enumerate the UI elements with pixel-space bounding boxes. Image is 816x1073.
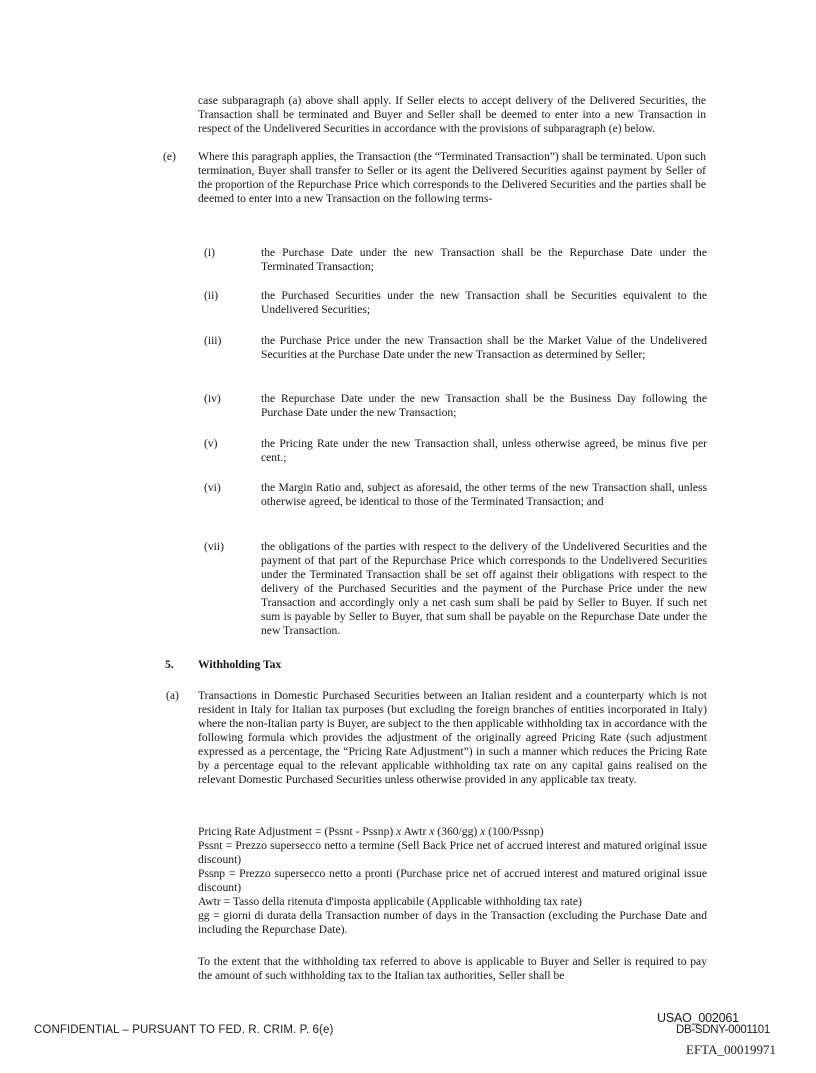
term-iv-label: (iv) [204,392,221,405]
term-ii-label: (ii) [204,289,219,302]
term-vi-label: (vi) [204,481,221,494]
efta-bates-stamp: EFTA_00019971 [686,1042,776,1057]
section-5-number: 5. [165,658,174,671]
formula-part-1: Pricing Rate Adjustment = (Pssnt - Pssnp) [198,825,397,838]
usao-bates-stamp: USAO_002061 [657,1011,739,1025]
definition-pssnp: Pssnp = Prezzo supersecco netto a pronti (Purchase price net of accrued interest and matured original issue discount) [198,867,707,894]
term-vii-label: (vii) [204,540,224,553]
term-ii-text: the Purchased Securities under the new Transaction shall be Securities equivalent to the Undelivered Securities; [261,289,707,316]
term-i-text: the Purchase Date under the new Transaction shall be the Repurchase Date under the Terminated Transaction; [261,246,707,273]
pricing-rate-formula [198,825,544,839]
term-vi-text: the Margin Ratio and, subject as aforesaid, the other terms of the new Transaction shall, unless otherwise agreed, be identical to those of the Terminated Transaction; and [261,481,707,508]
term-iii-label: (iii) [204,334,222,347]
formula-part-2: Awtr [401,825,430,838]
formula-multiply-2: x [429,825,435,838]
para-a-text: Transactions in Domestic Purchased Securities between an Italian resident and a counterparty which is not resident in Italy for Italian tax purposes (but excluding the foreign branches of entities incorporated in Italy) where the non-Italian party is Buyer, are subject to the then applicable withholding tax in accordance with the following formula which provides the adjustment of the originally agreed Pricing Rate (such adjustment expressed as a percentage, the “Pricing Rate Adjustment”) in such a manner which reduces the Pricing Rate by a percentage equal to the relevant applicable withholding tax rate on any capital gains realised on the relevant Domestic Purchased Securities unless otherwise provided in any applicable tax treaty. [198,689,707,786]
para-e-text: Where this paragraph applies, the Transaction (the “Terminated Transaction”) shall be terminated. Upon such termination, Buyer shall transfer to Seller or its agent the Delivered Securities against payment by Seller of the proportion of the Repurchase Price which corresponds to the Delivered Securities and the parties shall be deemed to enter into a new Transaction on the following terms- [198,150,706,205]
para-a-label: (a) [166,689,179,702]
term-iii-text: the Purchase Price under the new Transaction shall be the Market Value of the Undelivered Securities at the Purchase Date under the new Transaction as determined by Seller; [261,334,707,361]
definition-gg: gg = giorni di durata della Transaction number of days in the Transaction (excluding the Purchase Date and including the Repurchase Date). [198,909,707,936]
term-vii-text: the obligations of the parties with respect to the delivery of the Undelivered Securities and the payment of that part of the Repurchase Price which corresponds to the Undelivered Securities under the Terminated Transaction shall be set off against their obligations with respect to the delivery of the Purchased Securities and the payment of the Purchase Price under the new Transaction and accordingly only a net cash sum shall be paid by Seller to Buyer. If such net sum is payable by Seller to Buyer, that sum shall be payable on the Repurchase Date under the new Transaction. [261,540,707,637]
definition-pssnt: Pssnt = Prezzo supersecco netto a termine (Sell Back Price net of accrued interest and matured original issue discount) [198,839,707,866]
formula-part-3: (360/gg) [434,825,481,838]
confidential-footer: CONFIDENTIAL – PURSUANT TO FED. R. CRIM. P. 6(e) [34,1024,334,1036]
formula-multiply-1: x [396,825,402,838]
term-iv-text: the Repurchase Date under the new Transaction shall be the Business Day following the Purchase Date under the new Transaction; [261,392,707,419]
term-v-label: (v) [204,437,218,450]
formula-multiply-3: x [480,825,486,838]
term-i-label: (i) [204,246,215,259]
definition-awtr: Awtr = Tasso della ritenuta d'imposta applicabile (Applicable withholding tax rate) [198,895,582,908]
term-v-text: the Pricing Rate under the new Transaction shall, unless otherwise agreed, be minus five per cent.; [261,437,707,464]
continuation-paragraph: case subparagraph (a) above shall apply. If Seller elects to accept delivery of the Delivered Securities, the Transaction shall be terminated and Buyer and Seller shall be deemed to enter into a new Transaction in respect of the Undelivered Securities in accordance with the provisions of subparagraph (e) below. [198,94,706,135]
closing-paragraph: To the extent that the withholding tax referred to above is applicable to Buyer and Seller is required to pay the amount of such withholding tax to the Italian tax authorities, Seller shall be [198,955,707,982]
formula-part-4: (100/Pssnp) [485,825,544,838]
section-5-title: Withholding Tax [198,658,282,671]
db-bates-stamp: DB-SDNY-0001101 [676,1024,770,1036]
para-e-label: (e) [163,150,176,163]
